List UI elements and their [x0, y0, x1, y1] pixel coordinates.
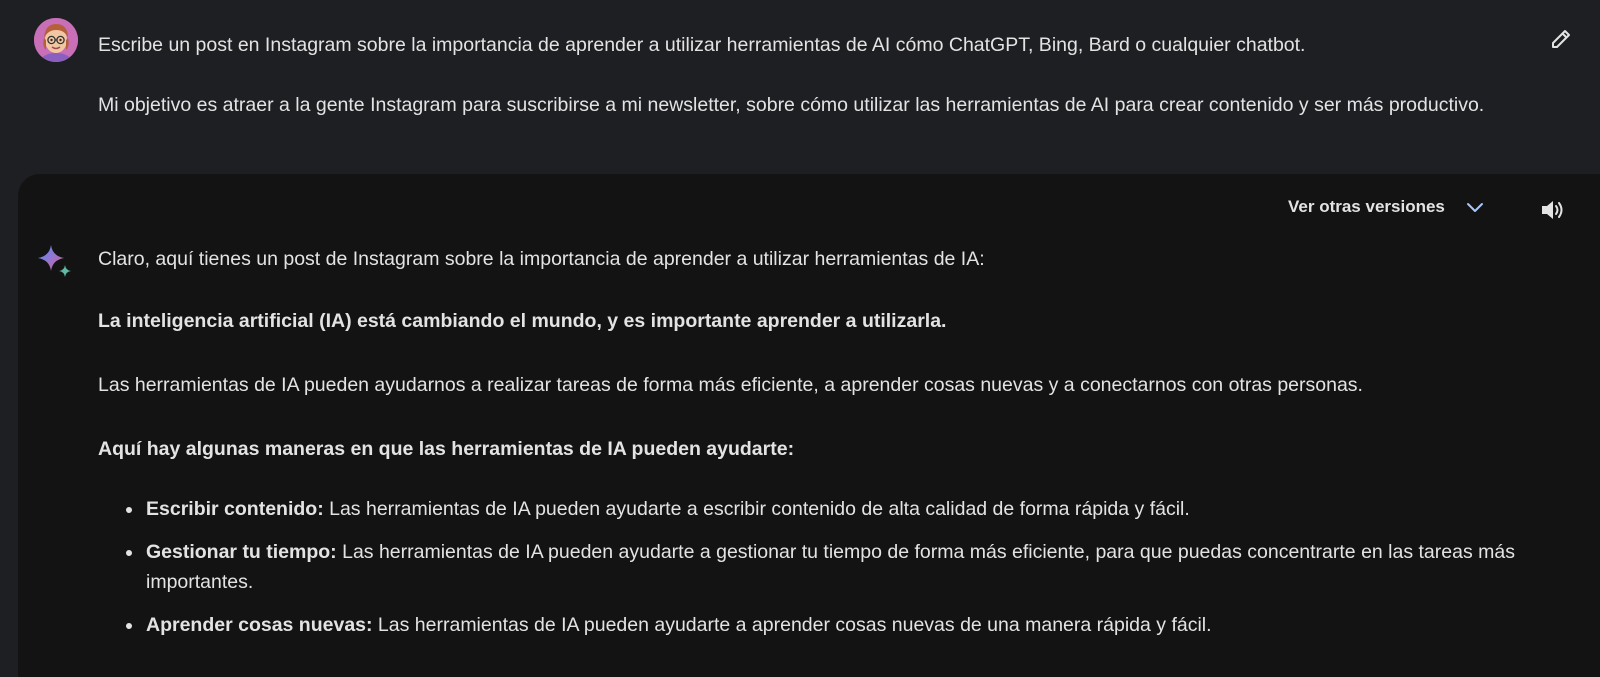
bullet-title: Aprender cosas nuevas: — [146, 614, 373, 636]
list-item — [98, 610, 1548, 640]
bullet-text: Las herramientas de IA pueden ayudarte a escribir contenido de alta calidad de forma rápida y fácil. — [323, 498, 1190, 520]
list-item — [98, 494, 1548, 524]
bullet-title: Gestionar tu tiempo: — [146, 541, 337, 563]
user-prompt-text — [98, 30, 1518, 120]
answer-headline: La inteligencia artificial (IA) está cambiando el mundo, y es importante aprender a utilizarla. — [98, 310, 947, 332]
answer-paragraph: Las herramientas de IA pueden ayudarnos a realizar tareas de forma más eficiente, a aprender cosas nuevas y a conectarnos con otras personas. — [98, 374, 1363, 396]
list-item — [98, 537, 1548, 597]
assistant-answer — [98, 244, 1548, 653]
bullet-text: Las herramientas de IA pueden ayudarte a aprender cosas nuevas de una manera rápida y fácil. — [372, 614, 1212, 636]
chevron-down-icon — [1465, 200, 1485, 214]
view-other-versions-button[interactable] — [1288, 196, 1485, 218]
edit-prompt-pencil-icon[interactable] — [1544, 24, 1576, 56]
answer-bullet-list — [98, 494, 1548, 640]
bullet-title: Escribir contenido: — [146, 498, 324, 520]
answer-subheading: Aquí hay algunas maneras en que las herramientas de IA pueden ayudarte: — [98, 438, 795, 460]
user-prompt-paragraph-2: Mi objetivo es atraer a la gente Instagram para suscribirse a mi newsletter, sobre cómo utilizar las herramientas de AI para crear contenido y ser más productivo. — [98, 94, 1485, 116]
speaker-icon[interactable] — [1538, 196, 1566, 224]
answer-intro: Claro, aquí tienes un post de Instagram sobre la importancia de aprender a utilizar herramientas de IA: — [98, 248, 985, 270]
view-other-versions-label: Ver otras versiones — [1288, 197, 1445, 216]
user-prompt-block — [0, 0, 1600, 174]
gemini-sparkle-icon — [36, 243, 74, 281]
user-prompt-paragraph-1: Escribe un post en Instagram sobre la importancia de aprender a utilizar herramientas de AI cómo ChatGPT, Bing, Bard o cualquier chatbot. — [98, 34, 1306, 56]
bullet-text: Las herramientas de IA pueden ayudarte a gestionar tu tiempo de forma más eficiente, para que puedas concentrarte en las tareas más importantes. — [146, 541, 1515, 593]
user-avatar-icon — [34, 18, 78, 62]
